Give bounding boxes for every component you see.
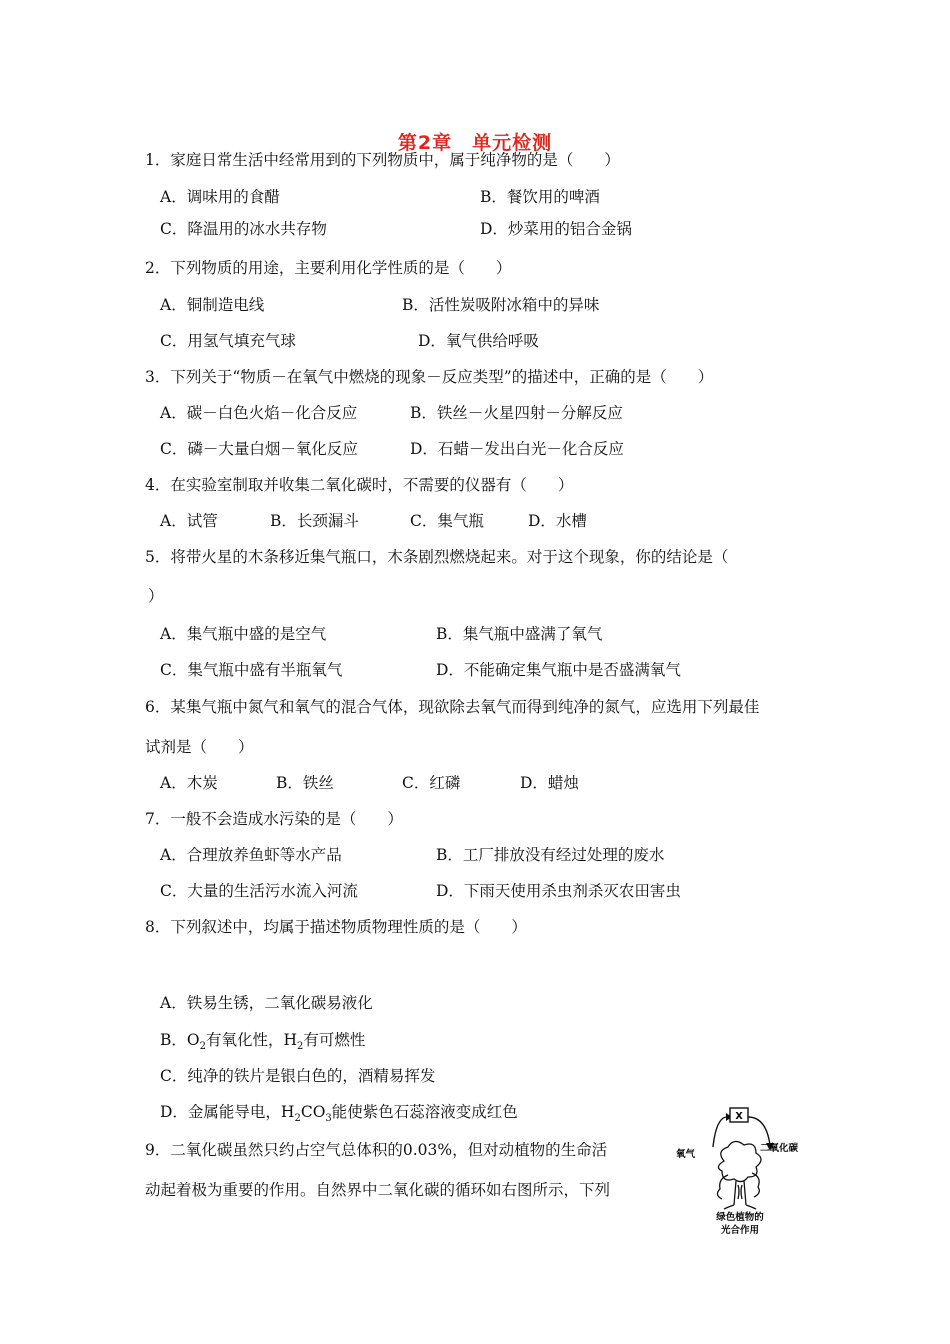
question-1-stem: 1．家庭日常生活中经常用到的下列物质中，属于纯净物的是（ ） xyxy=(145,151,620,169)
question-1-option-b: B．餐饮用的啤酒 xyxy=(480,188,600,206)
question-7-option-b: B．工厂排放没有经过处理的废水 xyxy=(436,846,665,864)
question-4-option-b: B．长颈漏斗 xyxy=(270,512,359,530)
cycle-arrow-left xyxy=(713,1117,726,1147)
question-6-option-c: C．红磷 xyxy=(402,774,461,792)
question-2-option-b: B．活性炭吸附冰箱中的异味 xyxy=(402,296,600,314)
box-x-label: X xyxy=(735,1111,743,1122)
tree-icon xyxy=(717,1141,761,1209)
question-7-option-d: D．下雨天使用杀虫剂杀灭农田害虫 xyxy=(436,882,681,900)
question-5-stem-continued: ） xyxy=(148,587,164,605)
question-8-option-a: A．铁易生锈，二氧化碳易液化 xyxy=(160,994,373,1012)
question-3-option-a: A．碳－白色火焰－化合反应 xyxy=(160,404,358,422)
question-6-option-a: A．木炭 xyxy=(160,774,218,792)
question-2-option-d: D．氧气供给呼吸 xyxy=(418,332,539,350)
question-3-stem: 3．下列关于“物质－在氧气中燃烧的现象－反应类型”的描述中，正确的是（ ） xyxy=(145,368,714,386)
question-7-stem: 7．一般不会造成水污染的是（ ） xyxy=(145,810,403,828)
carbon-cycle-diagram xyxy=(668,1105,818,1240)
question-3-option-b: B．铁丝－火星四射－分解反应 xyxy=(410,404,623,422)
question-1-option-a: A．调味用的食醋 xyxy=(160,188,280,206)
question-2-option-c: C．用氢气填充气球 xyxy=(160,332,296,350)
question-5-option-c: C．集气瓶中盛有半瓶氧气 xyxy=(160,661,343,679)
question-8-option-d: D．金属能导电，$H_2CO_3$能使紫色石蕊溶液变成红色 xyxy=(160,1103,518,1125)
oxygen-label: 氧气 xyxy=(676,1149,696,1160)
question-8-stem: 8．下列叙述中，均属于描述物质物理性质的是（ ） xyxy=(145,918,527,936)
question-5-option-b: B．集气瓶中盛满了氧气 xyxy=(436,625,603,643)
question-2-option-a: A．铜制造电线 xyxy=(160,296,265,314)
carbon-cycle-figure xyxy=(668,1105,818,1240)
question-4-stem: 4．在实验室制取并收集二氧化碳时，不需要的仪器有（ ） xyxy=(145,476,574,494)
question-4-option-a: A．试管 xyxy=(160,512,218,530)
figure-caption-line-2: 光合作用 xyxy=(720,1225,760,1236)
question-3-option-d: D．石蜡－发出白光－化合反应 xyxy=(410,440,624,458)
question-6-option-b: B．铁丝 xyxy=(276,774,334,792)
question-3-option-c: C．磷－大量白烟－氧化反应 xyxy=(160,440,358,458)
question-4-option-c: C．集气瓶 xyxy=(410,512,484,530)
question-1-option-d: D．炒菜用的铝合金锅 xyxy=(480,220,632,238)
figure-caption-line-1: 绿色植物的 xyxy=(716,1212,764,1223)
question-6-stem-continued: 试剂是（ ） xyxy=(145,738,254,756)
carbon-dioxide-label: 二氧化碳 xyxy=(760,1143,799,1154)
question-5-option-d: D．不能确定集气瓶中是否盛满氧气 xyxy=(436,661,681,679)
question-6-stem: 6．某集气瓶中氮气和氧气的混合气体，现欲除去氧气而得到纯净的氮气，应选用下列最佳 xyxy=(145,698,760,716)
question-9-stem-continued: 动起着极为重要的作用。自然界中二氧化碳的循环如右图所示，下列 xyxy=(145,1181,611,1199)
question-8-option-b: B．$O_2$有氧化性，$H_2$有可燃性 xyxy=(160,1031,366,1053)
question-7-option-c: C．大量的生活污水流入河流 xyxy=(160,882,358,900)
question-8-option-c: C．纯净的铁片是银白色的，酒精易挥发 xyxy=(160,1067,436,1085)
question-6-option-d: D．蜡烛 xyxy=(520,774,579,792)
question-1-option-c: C．降温用的冰水共存物 xyxy=(160,220,327,238)
question-5-stem: 5．将带火星的木条移近集气瓶口，木条剧烈燃烧起来。对于这个现象，你的结论是（ xyxy=(145,548,729,566)
question-5-option-a: A．集气瓶中盛的是空气 xyxy=(160,625,327,643)
cycle-arrow-right xyxy=(748,1117,770,1145)
question-9-stem: 9．二氧化碳虽然只约占空气总体积的0.03%，但对动植物的生命活 xyxy=(145,1141,608,1159)
page-title: 第2章 单元检测 xyxy=(397,132,553,154)
question-7-option-a: A．合理放养鱼虾等水产品 xyxy=(160,846,342,864)
question-4-option-d: D．水槽 xyxy=(528,512,587,530)
question-2-stem: 2．下列物质的用途，主要利用化学性质的是（ ） xyxy=(145,259,512,277)
